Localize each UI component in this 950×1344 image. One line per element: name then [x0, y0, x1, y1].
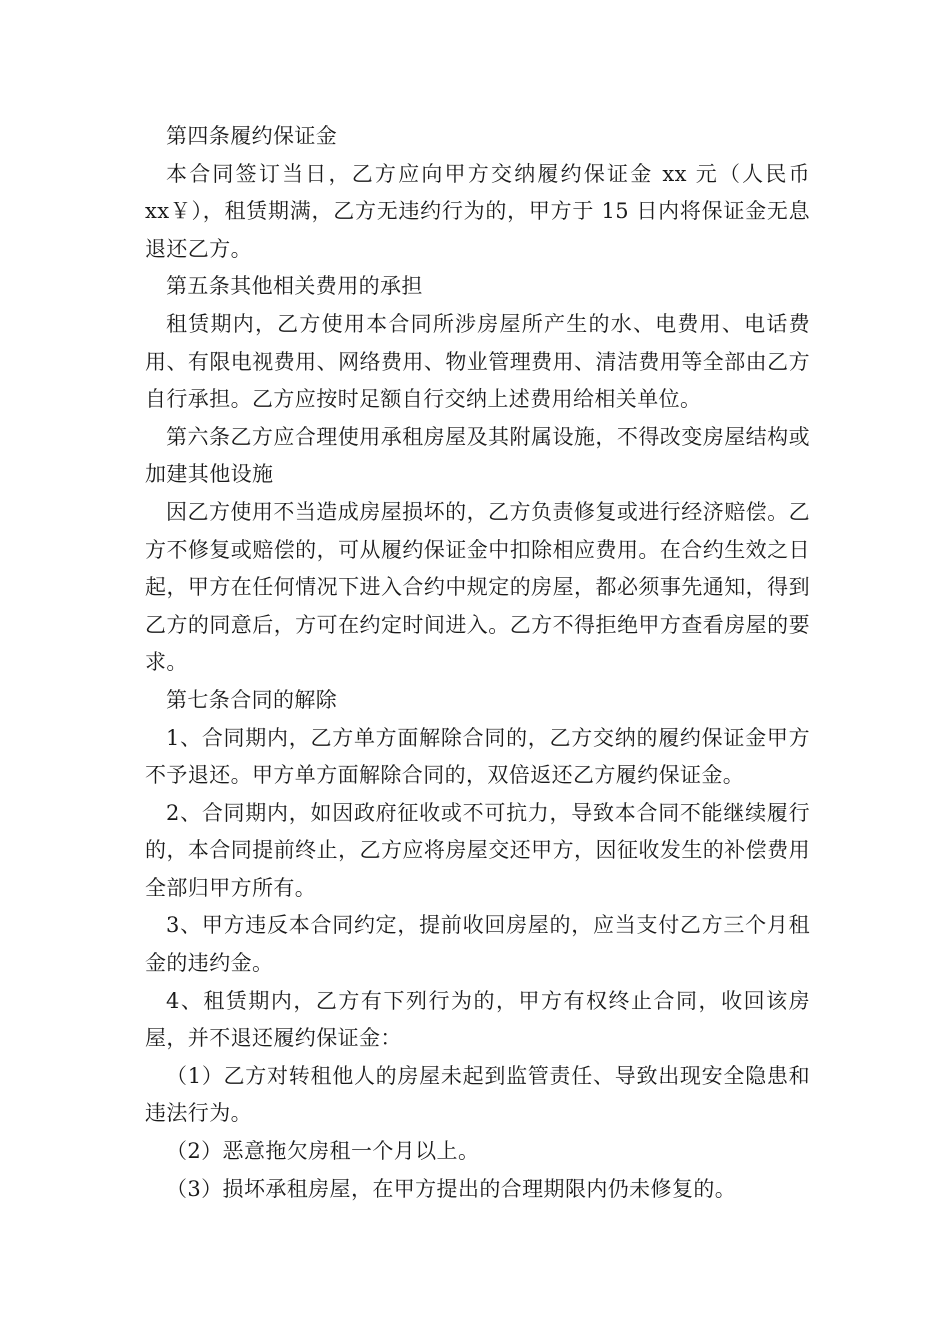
- document-body: [145, 118, 810, 1208]
- article-4-heading: 第四条履约保证金: [166, 124, 338, 148]
- article-4-paragraph: 本合同签订当日，乙方应向甲方交纳履约保证金 xx 元（人民币 xx￥），租赁期满，乙方无违约行为的，甲方于 15 日内将保证金无息退还乙方。: [145, 161, 810, 261]
- article-5-paragraph: 租赁期内，乙方使用本合同所涉房屋所产生的水、电费用、电话费用、有限电视费用、网络费用、物业管理费用、清洁费用等全部由乙方自行承担。乙方应按时足额自行交纳上述费用给相关单位。: [145, 311, 810, 412]
- article-7-subitem-3: （3）损坏承租房屋，在甲方提出的合理期限内仍未修复的。: [166, 1176, 737, 1201]
- article-7-item-1: 1、合同期内，乙方单方面解除合同的，乙方交纳的履约保证金甲方不予退还。甲方单方面解除合同的，双倍返还乙方履约保证金。: [145, 725, 810, 788]
- article-7-subitem-1: （1）乙方对转租他人的房屋未起到监管责任、导致出现安全隐患和违法行为。: [145, 1063, 810, 1126]
- article-6-heading: 第六条乙方应合理使用承租房屋及其附属设施，不得改变房屋结构或加建其他设施: [145, 424, 810, 487]
- article-7-item-4: 4、租赁期内，乙方有下列行为的，甲方有权终止合同，收回该房屋，并不退还履约保证金：: [145, 988, 810, 1051]
- article-7-item-3: 3、甲方违反本合同约定，提前收回房屋的，应当支付乙方三个月租金的违约金。: [145, 913, 810, 976]
- article-7-subitem-2: （2）恶意拖欠房租一个月以上。: [166, 1139, 480, 1164]
- article-7-item-2: 2、合同期内，如因政府征收或不可抗力，导致本合同不能继续履行的，本合同提前终止，乙方应将房屋交还甲方，因征收发生的补偿费用全部归甲方所有。: [145, 800, 810, 900]
- article-6-paragraph: 因乙方使用不当造成房屋损坏的，乙方负责修复或进行经济赔偿。乙方不修复或赔偿的，可从履约保证金中扣除相应费用。在合约生效之日起，甲方在任何情况下进入合约中规定的房屋，都必须事先通知，得到乙方的同意后，方可在约定时间进入。乙方不得拒绝甲方查看房屋的要求。: [145, 499, 810, 675]
- article-7-heading: 第七条合同的解除: [166, 687, 338, 712]
- article-5-heading: 第五条其他相关费用的承担: [166, 274, 423, 299]
